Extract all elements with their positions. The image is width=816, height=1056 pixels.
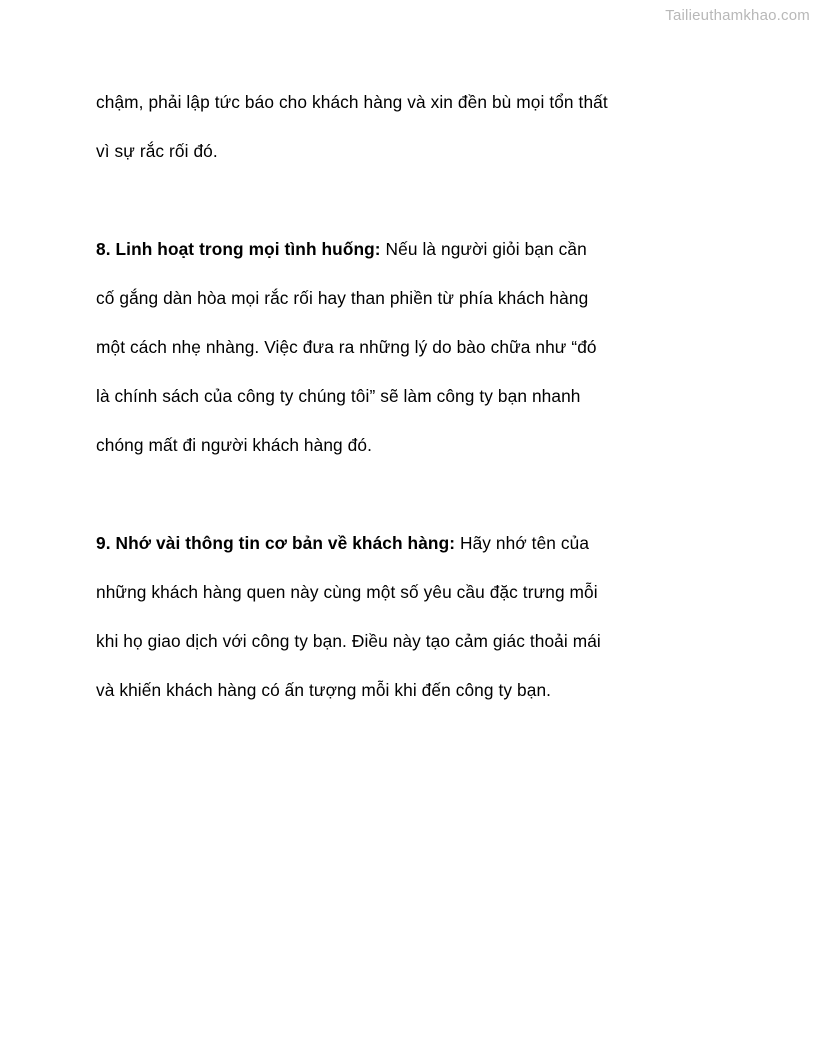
text-line (96, 372, 776, 421)
paragraph (96, 519, 776, 715)
text-line (96, 225, 776, 274)
document-content (96, 78, 776, 764)
paragraph-text: Nếu là người giỏi bạn cần (380, 239, 587, 259)
paragraph-text: khi họ giao dịch với công ty bạn. Điều này tạo cảm giác thoải mái (96, 631, 601, 651)
watermark: Tailieuthamkhao.com (665, 7, 810, 24)
text-line (96, 617, 776, 666)
paragraph-text: vì sự rắc rối đó. (96, 141, 218, 161)
paragraph (96, 78, 776, 176)
text-line (96, 519, 776, 568)
text-line (96, 78, 776, 127)
text-line (96, 323, 776, 372)
paragraph-text: cố gắng dàn hòa mọi rắc rối hay than phiền từ phía khách hàng (96, 288, 589, 308)
paragraph-text: những khách hàng quen này cùng một số yêu cầu đặc trưng mỗi (96, 582, 598, 602)
paragraph-text: chậm, phải lập tức báo cho khách hàng và xin đền bù mọi tổn thất (96, 92, 608, 112)
text-line (96, 568, 776, 617)
paragraph-run-in-heading: 9. Nhớ vài thông tin cơ bản về khách hàng: (96, 533, 456, 553)
paragraph-text: một cách nhẹ nhàng. Việc đưa ra những lý do bào chữa như “đó (96, 337, 597, 357)
text-line (96, 666, 776, 715)
text-line (96, 127, 776, 176)
paragraph-text: chóng mất đi người khách hàng đó. (96, 435, 372, 455)
text-line (96, 421, 776, 470)
paragraph-text: là chính sách của công ty chúng tôi” sẽ làm công ty bạn nhanh (96, 386, 581, 406)
paragraph (96, 225, 776, 470)
paragraph-text: và khiến khách hàng có ấn tượng mỗi khi đến công ty bạn. (96, 680, 552, 700)
text-line (96, 274, 776, 323)
paragraph-run-in-heading: 8. Linh hoạt trong mọi tình huống: (96, 239, 381, 259)
paragraph-text: Hãy nhớ tên của (455, 533, 590, 553)
